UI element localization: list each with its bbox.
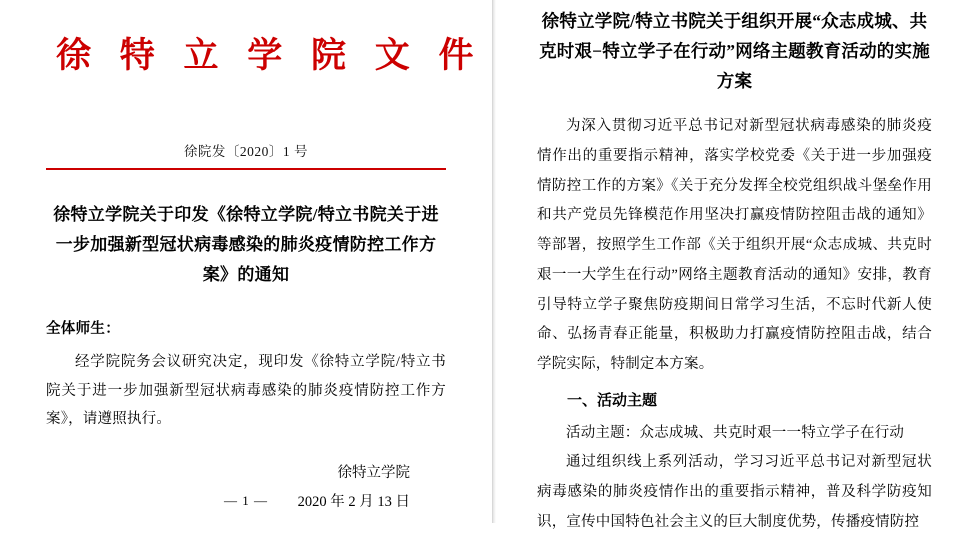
document-title: 徐特立学院关于印发《徐特立学院/特立书院关于进一步加强新型冠状病毒感染的肺炎疫情防控工作方案》的通知 — [53, 205, 439, 284]
red-divider-rule — [46, 168, 446, 170]
document-recipient: 全体师生： — [46, 321, 120, 338]
signature-org: 徐特立学院 — [337, 465, 410, 482]
document-page-right — [492, 0, 974, 530]
page-number: — 1 — — [224, 493, 268, 508]
document-number: 徐院发〔2020〕1 号 — [183, 144, 309, 159]
signature-date: 2020 年 2 月 13 日 — [297, 494, 410, 511]
scheme-section-1-theme: 活动主题：众志成城、共克时艰一一特立学子在行动 — [566, 424, 905, 441]
scheme-section-1-body: 通过组织线上系列活动，学习习近平总书记对新型冠状病毒感染的肺炎疫情作出的重要指示精神，普及科学防疫知识，宣传中国特色社会主义的巨大制度优势，传播疫情防控 — [537, 454, 932, 530]
document-body-text: 经学院院务会议研究决定，现印发《徐特立学院/特立书院关于进一步加强新型冠状病毒感染的肺炎疫情防控工作方案》，请遵照执行。 — [46, 354, 446, 427]
scheme-title: 徐特立学院/特立书院关于组织开展“众志成城、共克时艰−特立学子在行动”网络主题教育活动的实施方案 — [539, 11, 930, 92]
document-page-left — [0, 0, 492, 523]
scheme-paragraph-1: 为深入贯彻习近平总书记对新型冠状病毒感染的肺炎疫情作出的重要指示精神，落实学校党委《关于进一步加强疫情防控工作的方案》《关于充分发挥全校党组织战斗堡垒作用和共产党员先锋模范作用坚决打赢疫情防控阻击战的通知》等部署，按照学生工作部《关于组织开展“众志成城、共克时艰一一大学生在行动”网络主题教育活动的通知》安排，教育引导特立学子聚焦防疫期间日常学习生活，不忘时代新人使命、弘扬青春正能量，积极助力打赢疫情防控阻击战，结合学院实际，特制定本方案。 — [537, 118, 932, 373]
scheme-section-1-heading: 一、活动主题 — [567, 392, 658, 409]
document-masthead: 徐 特 立 学 院 文 件 — [56, 36, 484, 75]
